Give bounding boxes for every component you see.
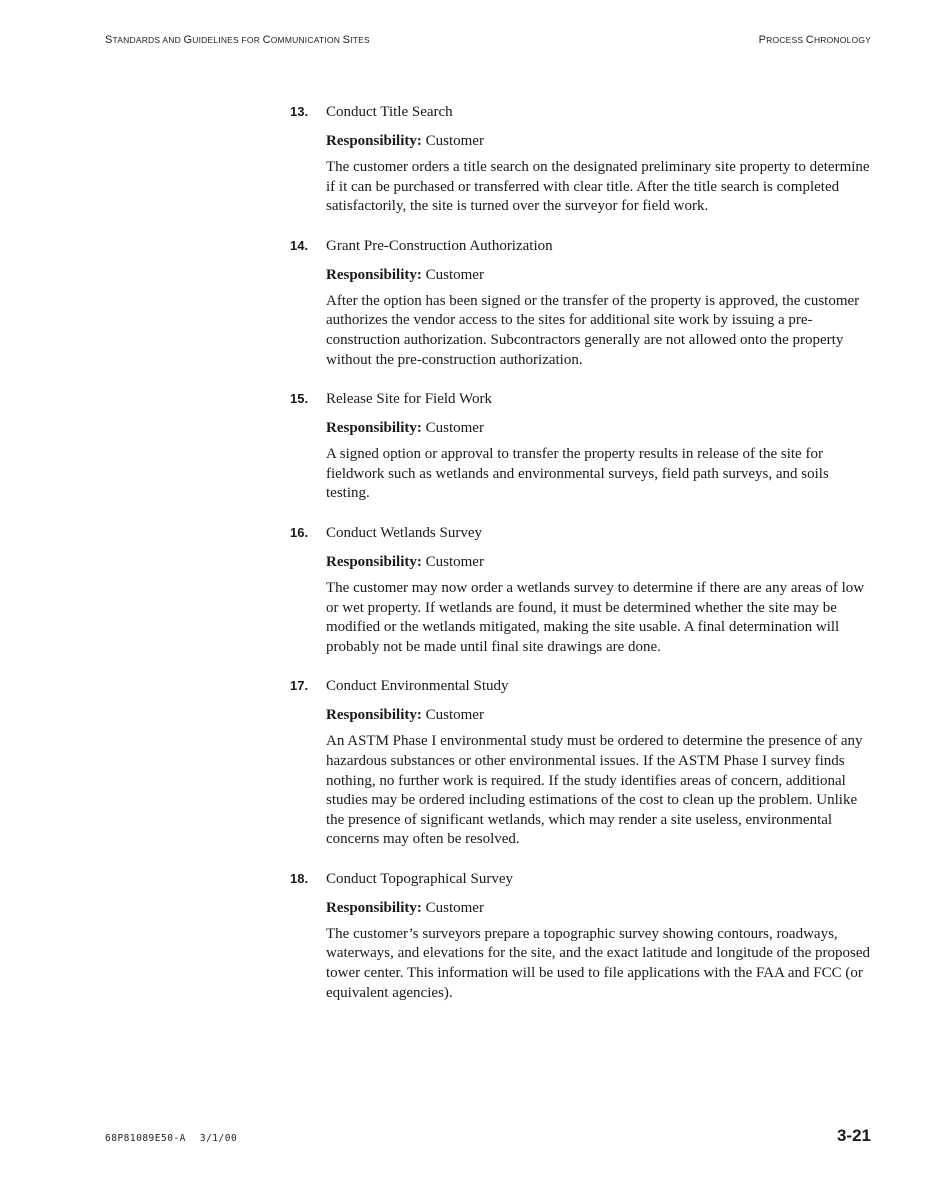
footer-doc-info (105, 1133, 237, 1144)
process-steps (290, 104, 870, 1024)
step-number: 16. (290, 524, 309, 540)
step-number: 15. (290, 391, 309, 407)
step-description: After the option has been signed or the transfer of the property is approved, the customer authorizes the vendor access to the sites for additional site work by issuing a pre-construction authorization. Subcontractors generally are not allowed onto the property without the pre-construction authorization. (326, 292, 860, 368)
step-title: Conduct Topographical Survey (326, 870, 513, 887)
step-responsibility: Responsibility: Customer (326, 707, 484, 724)
step-16 (290, 525, 870, 657)
step-13 (290, 104, 870, 217)
step-title: Grant Pre-Construction Authorization (326, 237, 553, 254)
step-title: Conduct Environmental Study (326, 678, 509, 695)
step-title: Conduct Wetlands Survey (326, 524, 482, 541)
step-description: The customer may now order a wetlands survey to determine if there are any areas of low or wet property. If wetlands are found, it must be determined whether the site may be modified or the wetlands mitigated, making the site usable. A final determination will probably not be made until final site drawings are done. (326, 579, 865, 655)
step-18 (290, 871, 870, 1003)
step-description: An ASTM Phase I environmental study must be ordered to determine the presence of any hazardous substances or other environmental issues. If the ASTM Phase I survey finds nothing, no further work is required. If the study identifies areas of concern, additional studies may be ordered including estimations of the cost to clean up the problem. Unlike the presence of significant wetlands, which may render a site useless, environmental concerns may often be resolved. (326, 733, 863, 848)
step-number: 13. (290, 104, 309, 119)
step-description: The customer orders a title search on the designated preliminary site property to determine if it can be purchased or transferred with clear title. After the title search is completed satisfactorily, the site is turned over the surveyor for field work. (326, 159, 870, 215)
step-number: 18. (290, 870, 309, 886)
doc-number: 68P81089E50-A (105, 1133, 186, 1144)
step-responsibility: Responsibility: Customer (326, 899, 484, 916)
step-number: 14. (290, 237, 309, 253)
doc-date: 3/1/00 (199, 1133, 238, 1144)
running-header-left: STANDARDS AND GUIDELINES FOR COMMUNICATION SITES (105, 34, 370, 46)
page-number: 3-21 (836, 1126, 871, 1145)
running-header-right: PROCESS CHRONOLOGY (758, 34, 871, 46)
step-description: A signed option or approval to transfer the property results in release of the site for fieldwork such as wetlands and environmental surveys, field path surveys, and soils testing. (326, 446, 829, 502)
step-responsibility: Responsibility: Customer (326, 553, 484, 570)
step-responsibility: Responsibility: Customer (326, 266, 484, 283)
step-responsibility: Responsibility: Customer (326, 420, 484, 437)
step-14 (290, 238, 870, 370)
step-title: Release Site for Field Work (326, 391, 492, 408)
step-title: Conduct Title Search (326, 104, 453, 120)
step-number: 17. (290, 678, 309, 694)
step-responsibility: Responsibility: Customer (326, 133, 484, 149)
step-description: The customer’s surveyors prepare a topographic survey showing contours, roadways, waterways, and elevations for the site, and the exact latitude and longitude of the proposed tower center. This information will be used to file applications with the FAA and FCC (or equivalent agencies). (326, 925, 870, 1001)
step-15 (290, 391, 870, 504)
step-17 (290, 678, 870, 850)
